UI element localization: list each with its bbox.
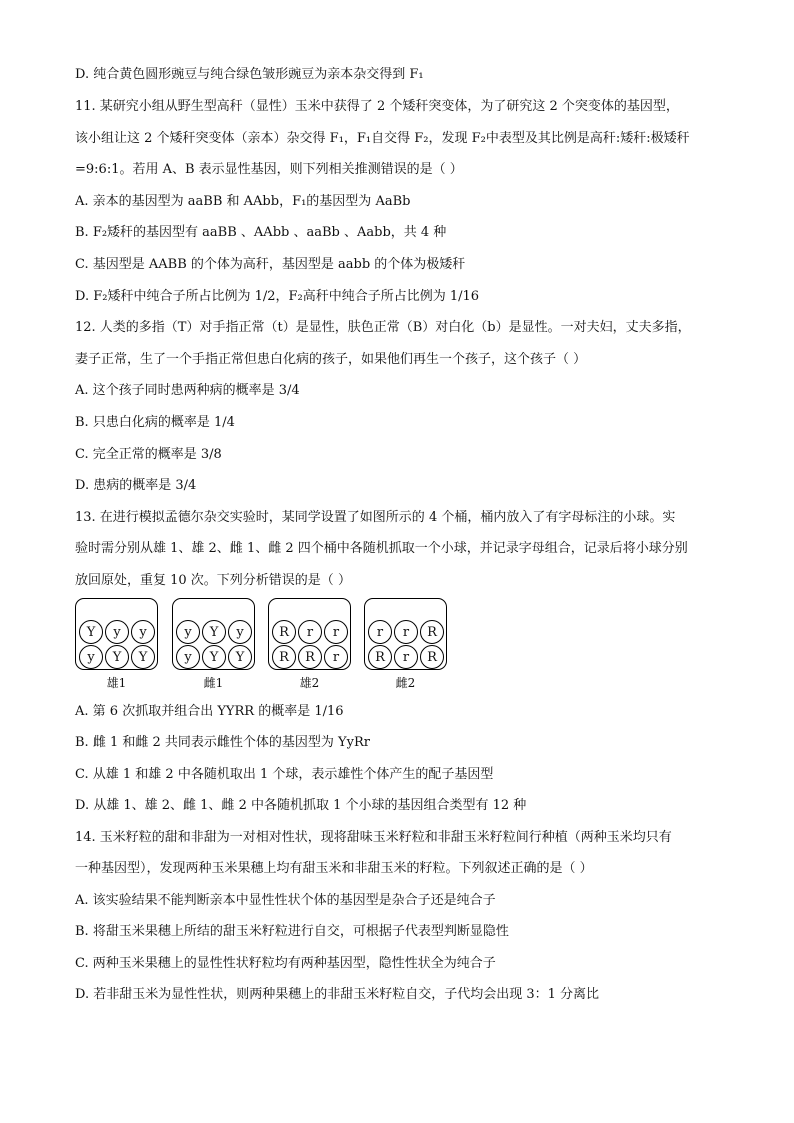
bucket-label-female-2: 雌2 [395, 676, 416, 690]
question-11-stem-2: 该小组让这 2 个矮秆突变体（亲本）杂交得 F₁，F₁自交得 F₂，发现 F₂中表型及其比例是高秆:矮秆:极矮秆 [75, 131, 690, 146]
bucket-label-male-1: 雄1 [106, 676, 127, 690]
ball: r [394, 645, 418, 669]
bucket-male-1 [75, 598, 158, 670]
q13-option-b: B. 雌 1 和雌 2 共同表示雌性个体的基因型为 YyRr [75, 735, 370, 750]
bucket-female-2 [364, 598, 447, 670]
ball: r [368, 620, 392, 644]
bucket-figure [75, 598, 455, 690]
ball: Y [131, 645, 155, 669]
ball: R [368, 645, 392, 669]
q14-option-d: D. 若非甜玉米为显性性状，则两种果穗上的非甜玉米籽粒自交，子代均会出现 3：1 分离比 [75, 987, 600, 1002]
q12-option-b: B. 只患白化病的概率是 1/4 [75, 415, 235, 430]
question-13-stem-3: 放回原处，重复 10 次。下列分析错误的是（ ） [75, 573, 351, 588]
ball: Y [105, 645, 129, 669]
ball: Y [79, 620, 103, 644]
q13-option-c: C. 从雄 1 和雄 2 中各随机取出 1 个球，表示雄性个体产生的配子基因型 [75, 767, 494, 782]
question-13-stem-2: 验时需分别从雄 1、雄 2、雌 1、雌 2 四个桶中各随机抓取一个小球，并记录字母组合，记录后将小球分别 [75, 541, 688, 556]
ball: y [131, 620, 155, 644]
ball: R [420, 620, 444, 644]
q13-option-d: D. 从雄 1、雄 2、雌 1、雌 2 中各随机抓取 1 个小球的基因组合类型有 12 种 [75, 798, 527, 813]
q12-option-a: A. 这个孩子同时患两种病的概率是 3/4 [75, 383, 300, 398]
ball: Y [202, 620, 226, 644]
question-11-stem-1: 11. 某研究小组从野生型高秆（显性）玉米中获得了 2 个矮秆突变体，为了研究这 2 个突变体的基因型， [75, 99, 679, 114]
ball: y [105, 620, 129, 644]
question-14-stem-1: 14. 玉米籽粒的甜和非甜为一对相对性状，现将甜味玉米籽粒和非甜玉米籽粒间行种植（两种玉米均只有 [75, 830, 672, 845]
q11-option-c: C. 基因型是 AABB 的个体为高秆，基因型是 aabb 的个体为极矮秆 [75, 257, 466, 272]
option-d-q10: D. 纯合黄色圆形豌豆与纯合绿色皱形豌豆为亲本杂交得到 F₁ [75, 67, 424, 82]
ball: r [298, 620, 322, 644]
q11-option-d: D. F₂矮秆中纯合子所占比例为 1/2，F₂高秆中纯合子所占比例为 1/16 [75, 289, 480, 304]
bucket-label-male-2: 雄2 [299, 676, 320, 690]
ball: Y [228, 645, 252, 669]
q13-option-a: A. 第 6 次抓取并组合出 YYRR 的概率是 1/16 [75, 704, 344, 719]
question-12-stem-2: 妻子正常，生了一个手指正常但患白化病的孩子，如果他们再生一个孩子，这个孩子（ ） [75, 352, 587, 367]
bucket-female-1 [172, 598, 255, 670]
ball: r [394, 620, 418, 644]
ball: R [298, 645, 322, 669]
ball: r [324, 620, 348, 644]
ball: y [228, 620, 252, 644]
ball: y [176, 645, 200, 669]
ball: Y [202, 645, 226, 669]
ball: R [272, 645, 296, 669]
q14-option-c: C. 两种玉米果穗上的显性性状籽粒均有两种基因型，隐性性状全为纯合子 [75, 956, 496, 971]
bucket-label-female-1: 雌1 [203, 676, 224, 690]
ball: R [420, 645, 444, 669]
ball: R [272, 620, 296, 644]
question-12-stem-1: 12. 人类的多指（T）对手指正常（t）是显性，肤色正常（B）对白化（b）是显性。一对夫妇，丈夫多指， [75, 320, 691, 335]
question-13-stem-1: 13. 在进行模拟孟德尔杂交实验时，某同学设置了如图所示的 4 个桶，桶内放入了有字母标注的小球。实 [75, 510, 676, 525]
q14-option-a: A. 该实验结果不能判断亲本中显性性状个体的基因型是杂合子还是纯合子 [75, 893, 496, 908]
question-14-stem-2: 一种基因型），发现两种玉米果穗上均有甜玉米和非甜玉米的籽粒。下列叙述正确的是（ ） [75, 861, 593, 876]
q11-option-b: B. F₂矮秆的基因型有 aaBB 、AAbb 、aaBb 、Aabb，共 4 种 [75, 225, 447, 240]
ball: r [324, 645, 348, 669]
bucket-male-2 [268, 598, 351, 670]
q12-option-d: D. 患病的概率是 3/4 [75, 478, 197, 493]
q11-option-a: A. 亲本的基因型为 aaBB 和 AAbb，F₁的基因型为 AaBb [75, 194, 411, 209]
ball: y [79, 645, 103, 669]
q12-option-c: C. 完全正常的概率是 3/8 [75, 447, 222, 462]
q14-option-b: B. 将甜玉米果穗上所结的甜玉米籽粒进行自交，可根据子代表型判断显隐性 [75, 924, 509, 939]
question-11-stem-3: =9:6:1。若用 A、B 表示显性基因，则下列相关推测错误的是（ ） [75, 162, 463, 177]
ball: y [176, 620, 200, 644]
